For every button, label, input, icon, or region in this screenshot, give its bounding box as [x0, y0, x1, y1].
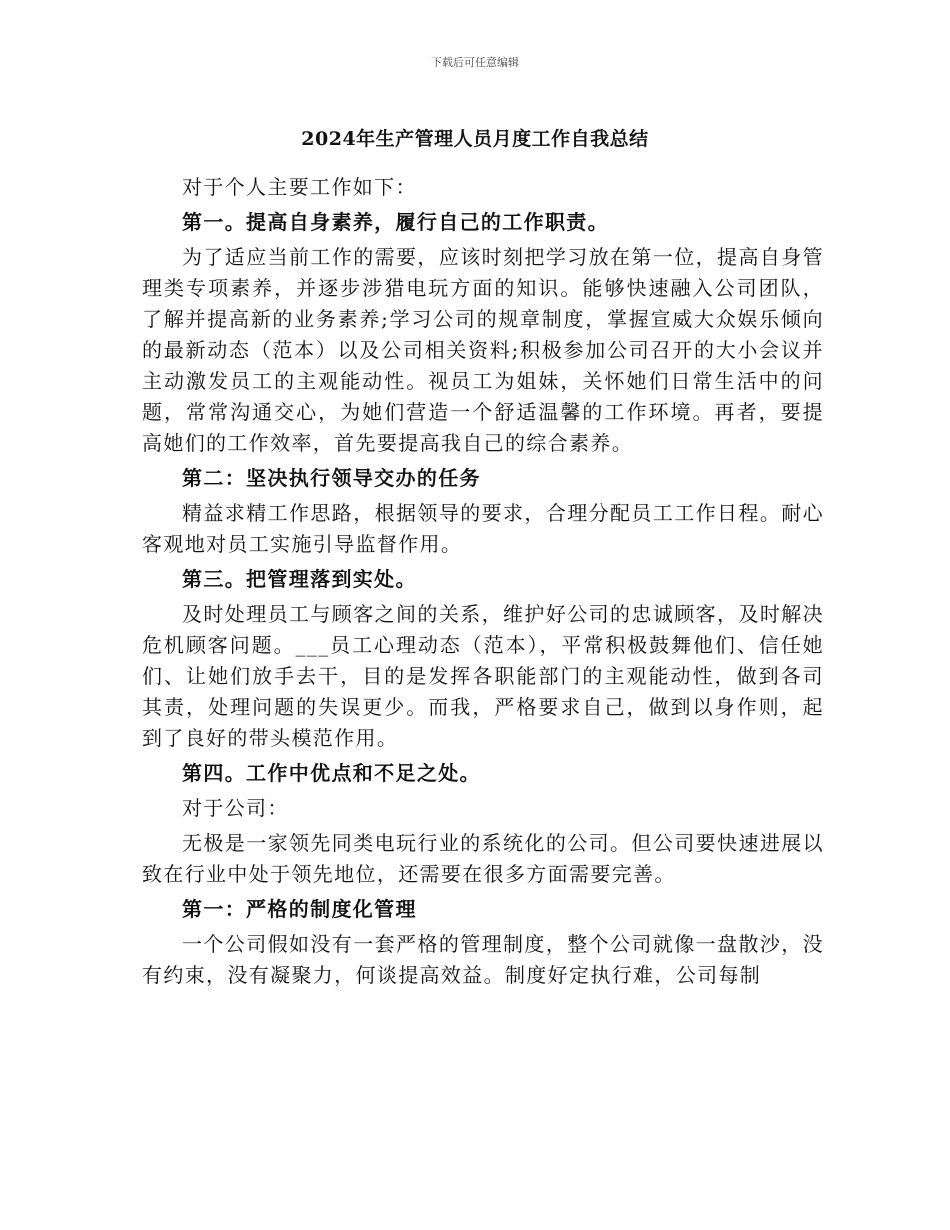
paragraph-1: 为了适应当前工作的需要，应该时刻把学习放在第一位，提高自身管理类专项素养，并逐步涉猎电玩方面的知识。能够快速融入公司团队，了解并提高新的业务素养;学习公司的规章制度，掌握宣威大众娱乐倾向的最新动态（范本）以及公司相关资料;积极参加公司召开的大小会议并主动激发员工的主观能动性。视员工为姐妹，关怀她们日常生活中的问题，常常沟通交心，为她们营造一个舒适温馨的工作环境。再者，要提高她们的工作效率，首先要提高我自己的综合素养。	[142, 245, 824, 455]
paragraph-company-label: 对于公司：	[182, 796, 289, 820]
section-heading-2: 第二：坚决执行领导交办的任务	[182, 466, 481, 490]
header-note: 下载后可任意编辑	[431, 56, 519, 69]
section-heading-3: 第三。把管理落到实处。	[182, 567, 417, 591]
section-heading-5: 第一：严格的制度化管理	[182, 897, 417, 921]
section-heading-1: 第一。提高自身素养，履行自己的工作职责。	[182, 210, 609, 234]
document-title: 2024年生产管理人员月度工作自我总结	[301, 128, 649, 150]
paragraph-3: 及时处理员工与顾客之间的关系，维护好公司的忠诚顾客，及时解决危机顾客问题。___员工心理动态（范本），平常积极鼓舞他们、信任她们、让她们放手去干，目的是发挥各职能部门的主观能动性，做到各司其责，处理问题的失误更少。而我，严格要求自己，做到以身作则，起到了良好的带头模范作用。	[142, 602, 824, 750]
paragraph-5: 一个公司假如没有一套严格的管理制度，整个公司就像一盘散沙，没有约束，没有凝聚力，何谈提高效益。制度好定执行难，公司每制	[142, 932, 824, 987]
section-heading-4: 第四。工作中优点和不足之处。	[182, 761, 481, 785]
paragraph-intro: 对于个人主要工作如下：	[182, 175, 417, 199]
paragraph-4: 无极是一家领先同类电玩行业的系统化的公司。但公司要快速进展以致在行业中处于领先地位，还需要在很多方面需要完善。	[142, 831, 824, 886]
document-body	[142, 172, 824, 991]
paragraph-2: 精益求精工作思路，根据领导的要求，合理分配员工工作日程。耐心客观地对员工实施引导监督作用。	[142, 501, 824, 556]
